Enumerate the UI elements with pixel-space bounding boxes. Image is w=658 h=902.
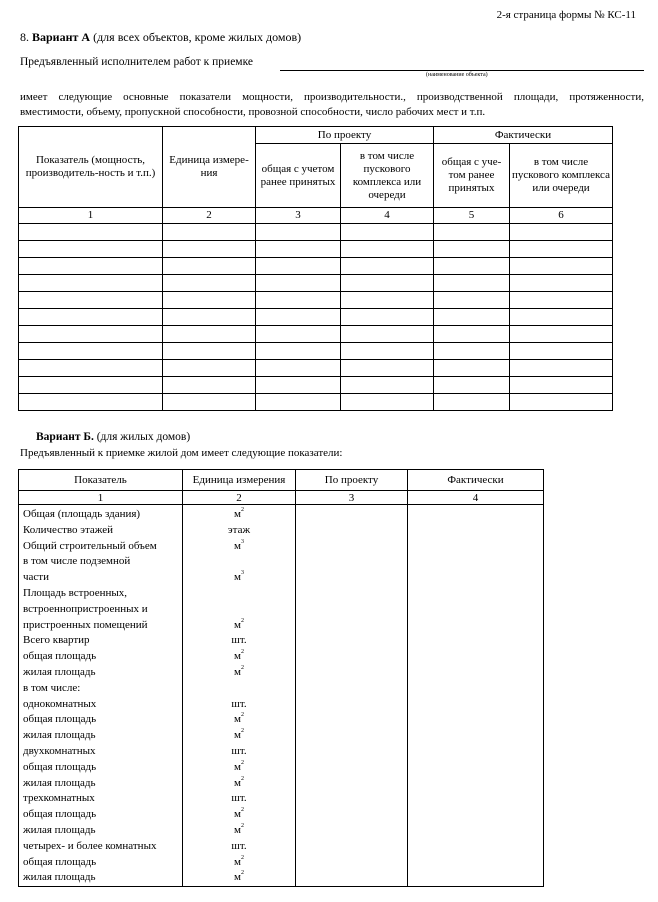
unit-text: шт. [231,697,247,710]
table-cell[interactable] [341,309,434,326]
header-incl-start-actual: в том числе пускового комплекса или очереди [510,144,613,208]
table-row [19,275,613,292]
table-cell[interactable] [163,275,256,292]
table-cell[interactable] [256,343,341,360]
table-row [19,292,613,309]
table-cell[interactable] [163,258,256,275]
unit-exponent: 2 [240,775,244,782]
unit-text: м [234,539,241,552]
indicator-label: четырех- и более комнатных [23,839,157,852]
table-cell[interactable] [434,258,510,275]
column-number: 2 [163,208,256,224]
table-cell[interactable] [19,343,163,360]
variant-b-subtitle: (для жилых домов) [96,431,191,443]
table-cell[interactable] [19,241,163,258]
unit-text: м [234,729,241,742]
indicator-list [19,505,183,887]
unit-exponent: 2 [240,712,244,719]
table-cell[interactable] [163,292,256,309]
table-cell[interactable] [256,394,341,411]
unit-label [183,649,295,665]
unit-text: шт. [231,839,247,852]
unit-exponent: 2 [240,870,244,877]
indicator-label: в том числе: [23,681,81,694]
table-cell[interactable] [341,377,434,394]
table-cell[interactable] [163,360,256,377]
indicator-label: встроеннопристроенных и [23,602,148,615]
table-cell[interactable] [434,326,510,343]
by-project-cell[interactable] [296,505,408,887]
header-total-prev-actual: общая с уче-том ранее принятых [434,144,510,208]
variant-b-heading [36,431,190,443]
indicator-label: общая площадь [23,713,97,726]
indicator-label: пристроенных помещений [23,618,148,631]
header-actual: Фактически [434,127,613,144]
table-row [19,394,613,411]
variant-b-presented-text: Предъявленный к приемке жилой дом имеет следующие показатели: [20,447,343,459]
table-cell[interactable] [434,292,510,309]
unit-label [183,807,295,823]
unit-label [183,618,295,634]
unit-exponent: 2 [240,728,244,735]
unit-exponent: 2 [240,507,244,513]
variant-a-heading [20,30,301,45]
unit-label [183,539,295,555]
indicator-label: жилая площадь [23,665,96,678]
unit-exponent: 2 [240,807,244,814]
table-cell[interactable] [434,360,510,377]
unit-text: м [234,823,241,836]
table-cell[interactable] [510,275,613,292]
table-cell[interactable] [434,224,510,241]
presented-text: Предъявленный исполнителем работ к приемке [20,56,253,68]
indicator-label: общая площадь [23,760,97,773]
form-page-label: 2-я страница формы № КС-11 [496,9,636,21]
column-number: 2 [183,491,296,505]
indicator-label: Площадь встроенных, [23,586,128,599]
table-cell[interactable] [256,258,341,275]
unit-label [183,665,295,681]
b-header-actual: Фактически [408,470,544,491]
table-cell[interactable] [256,377,341,394]
table-cell[interactable] [434,343,510,360]
variant-a-subtitle: (для всех объектов, кроме жилых домов) [93,30,302,44]
unit-text: м [234,855,241,868]
table-cell[interactable] [256,326,341,343]
table-cell[interactable] [256,275,341,292]
table-cell[interactable] [163,224,256,241]
unit-label [183,823,295,839]
object-name-caption: (наименование объекта) [426,72,488,78]
table-row [19,309,613,326]
unit-text: шт. [231,634,247,647]
unit-label [183,507,295,523]
table-cell[interactable] [341,343,434,360]
table-cell[interactable] [256,224,341,241]
table-cell[interactable] [434,309,510,326]
unit-exponent: 2 [240,759,244,766]
table-cell[interactable] [163,377,256,394]
variant-a-title: Вариант А [32,30,91,44]
header-indicator: Показатель (мощность, производитель-ность и т.п.) [19,127,163,208]
unit-label [183,870,295,886]
indicator-label: в том числе подземной [23,555,131,568]
indicator-label: Количество этажей [23,523,114,536]
column-number: 4 [408,491,544,505]
column-number: 5 [434,208,510,224]
unit-label [183,554,295,570]
table-cell[interactable] [510,309,613,326]
column-number: 1 [19,208,163,224]
column-number: 1 [19,491,183,505]
object-name-field[interactable] [280,70,644,71]
header-total-prev: общая с учетом ранее принятых [256,144,341,208]
table-row [19,241,613,258]
unit-text: м [234,713,241,726]
unit-label [183,855,295,871]
column-number: 6 [510,208,613,224]
unit-text: м [234,871,241,884]
unit-exponent: 3 [240,570,244,577]
table-row [19,224,613,241]
indicator-label: двухкомнатных [23,744,96,757]
header-unit: Единица измере-ния [163,127,256,208]
unit-text: этаж [227,523,251,536]
column-number: 3 [296,491,408,505]
table-cell[interactable] [341,275,434,292]
b-header-by-project: По проекту [296,470,408,491]
unit-label [183,776,295,792]
table-cell[interactable] [510,343,613,360]
table-cell[interactable] [341,326,434,343]
header-by-project: По проекту [256,127,434,144]
table-cell[interactable] [510,377,613,394]
table-cell[interactable] [19,292,163,309]
table-cell[interactable] [341,224,434,241]
table-cell[interactable] [341,258,434,275]
unit-exponent: 2 [240,617,244,624]
table-cell[interactable] [510,394,613,411]
table-cell[interactable] [19,326,163,343]
table-row [19,360,613,377]
unit-list [183,505,296,887]
table-cell[interactable] [163,309,256,326]
table-cell[interactable] [256,309,341,326]
unit-label [183,760,295,776]
indicator-label: Общая (площадь здания) [23,508,141,520]
unit-label [183,839,295,855]
unit-label [183,586,295,602]
variant-b-table [18,469,544,887]
unit-exponent: 2 [240,664,244,671]
unit-label [183,602,295,618]
b-header-indicator: Показатель [19,470,183,491]
unit-label [183,712,295,728]
unit-label [183,681,295,697]
unit-label [183,570,295,586]
unit-label [183,728,295,744]
table-cell[interactable] [256,360,341,377]
table-cell[interactable] [163,326,256,343]
table-cell[interactable] [256,292,341,309]
indicator-label: жилая площадь [23,871,96,884]
table-cell[interactable] [341,394,434,411]
table-cell[interactable] [163,343,256,360]
table-cell[interactable] [510,258,613,275]
unit-text: шт. [231,792,247,805]
table-cell[interactable] [19,360,163,377]
column-number: 3 [256,208,341,224]
section-number: 8. [20,30,29,44]
table-cell[interactable] [163,394,256,411]
indicator-label: жилая площадь [23,823,96,836]
indicator-label: общая площадь [23,855,97,868]
column-number: 4 [341,208,434,224]
unit-text: м [234,571,241,584]
table-row [19,377,613,394]
unit-text: м [234,618,241,631]
indicator-label: трехкомнатных [23,792,95,805]
table-cell[interactable] [510,292,613,309]
unit-exponent: 3 [240,538,244,545]
table-row [19,258,613,275]
table-cell[interactable] [341,241,434,258]
unit-text: м [234,760,241,773]
unit-text: м [234,808,241,821]
unit-text: м [234,650,241,663]
variant-b-title: Вариант Б. [36,431,94,443]
indicator-label: однокомнатных [23,697,97,710]
table-cell[interactable] [434,394,510,411]
indicator-label: части [23,571,49,584]
unit-label [183,633,295,649]
unit-exponent: 2 [240,854,244,861]
indicators-paragraph: имеет следующие основные показатели мощности, производительности., производственной площади, протяженности, вместимости, объему, пропускной способности, провозной способности, число рабочих мест и т.п. [20,91,644,118]
indicator-label: общая площадь [23,808,97,821]
indicator-label: жилая площадь [23,776,96,789]
table-row [19,343,613,360]
unit-label [183,791,295,807]
unit-exponent: 2 [240,649,244,656]
table-cell[interactable] [341,360,434,377]
unit-text: м [234,508,241,520]
table-cell[interactable] [341,292,434,309]
table-cell[interactable] [434,377,510,394]
variant-a-table [18,126,613,411]
unit-text: м [234,776,241,789]
unit-label [183,744,295,760]
table-cell[interactable] [510,326,613,343]
indicator-label: общая площадь [23,650,97,663]
table-cell[interactable] [19,309,163,326]
table-cell[interactable] [19,377,163,394]
indicator-label: Всего квартир [23,634,90,647]
unit-text: м [234,665,241,678]
actual-cell[interactable] [408,505,544,887]
unit-label [183,523,295,539]
table-cell[interactable] [19,275,163,292]
unit-text: шт. [231,744,247,757]
unit-label [183,697,295,713]
indicator-label: Общий строительный объем [23,539,157,552]
header-incl-start: в том числе пускового комплекса или очереди [341,144,434,208]
table-cell[interactable] [19,394,163,411]
table-cell[interactable] [510,241,613,258]
unit-exponent: 2 [240,822,244,829]
table-cell[interactable] [19,224,163,241]
table-row [19,326,613,343]
table-cell[interactable] [256,241,341,258]
indicator-label: жилая площадь [23,729,96,742]
b-header-unit: Единица измерения [183,470,296,491]
table-cell[interactable] [19,258,163,275]
table-cell[interactable] [510,224,613,241]
table-cell[interactable] [510,360,613,377]
table-cell[interactable] [434,275,510,292]
table-cell[interactable] [434,241,510,258]
table-cell[interactable] [163,241,256,258]
